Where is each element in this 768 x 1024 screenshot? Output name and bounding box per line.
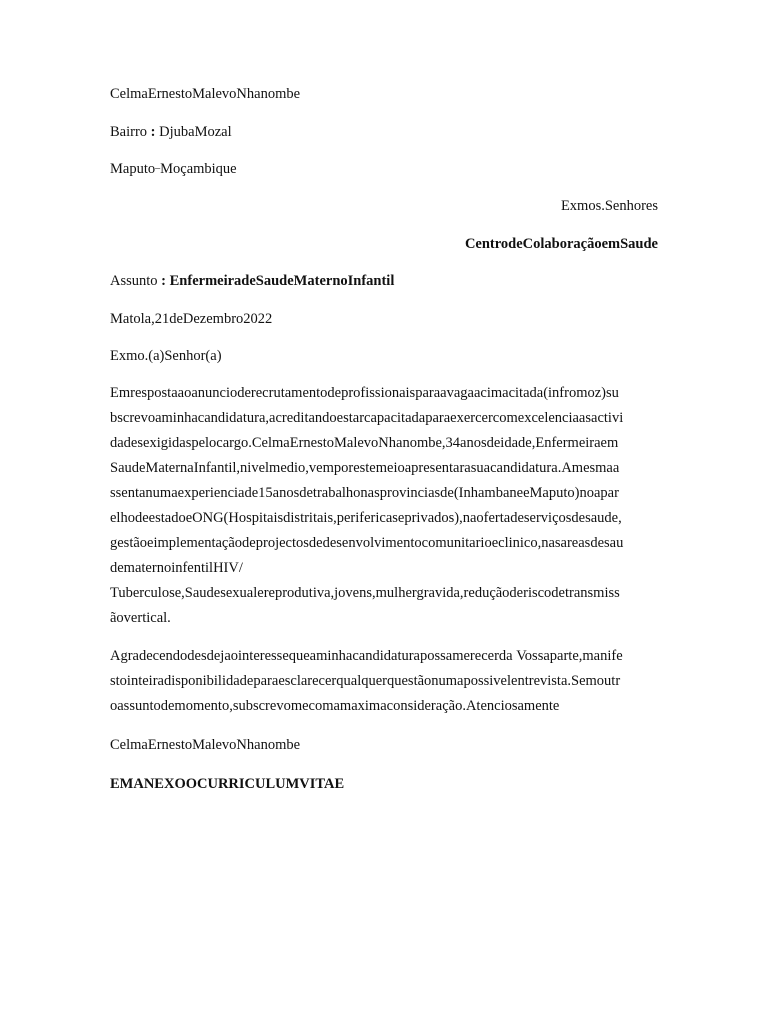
body-line: Emrespostaaoanuncioderecrutamentodeprofissionaisparaavagaacimacitada(infromoz)su — [110, 385, 619, 401]
body-line: elhodeestadoeONG(Hospitaisdistritais,perifericaseprivados),naofertadeserviçosdesaude, — [110, 510, 622, 526]
recipient-salutation: Exmos.Senhores — [560, 198, 658, 214]
bairro-value: DjubaMozal — [159, 124, 232, 140]
body-line: SaudeMaternaInfantil,nivelmedio,vemporestemeioapresentarasuacandidatura.Amesmaa — [110, 460, 620, 476]
body-line: ãovertical. — [110, 610, 171, 626]
body-line: oassuntodemomento,subscrevomecomamaximaconsideração.Atenciosamente — [110, 698, 560, 714]
subject-label: Assunto — [110, 273, 158, 289]
body-line: dematernoinfentilHIV/ — [110, 560, 243, 576]
greeting: Exmo.(a)Senhor(a) — [110, 348, 222, 364]
body-line: stointeiradisponibilidadeparaesclarecerqualquerquestãonumapossivelentrevista.Semoutr — [110, 673, 621, 689]
sender-location — [110, 160, 658, 178]
sender-name: CelmaErnestoMalevoNhanombe — [110, 86, 301, 102]
location-separator: – — [155, 163, 161, 174]
sender-country: Moçambique — [160, 161, 237, 177]
body-paragraph-1 — [110, 381, 658, 631]
date-line: Matola,21deDezembro2022 — [110, 311, 273, 327]
body-line: dadesexigidaspelocargo.CelmaErnestoMalevoNhanombe,34anosdeidade,Enfermeiraem — [110, 435, 619, 451]
bairro-colon: : — [150, 124, 156, 140]
sender-address-bairro — [110, 123, 658, 141]
recipient-organization: CentrodeColaboraçãoemSaude — [464, 236, 658, 252]
body-line: Agradecendodesdejaointeressequeaminhacandidaturapossamerecerda Vossaparte,manife — [110, 648, 623, 664]
body-paragraph-2 — [110, 644, 658, 719]
body-line: gestãoeimplementaçãodeprojectosdedesenvolvimentocomunitarioeclinico,nasareasdesau — [110, 535, 624, 551]
body-line: ssentanumaexperienciade15anosdetrabalhonasprovinciasde(InhambaneeMaputo)noapar — [110, 485, 619, 501]
subject-line — [110, 272, 658, 290]
attachment-note: EMANEXOOCURRICULUMVITAE — [110, 776, 345, 792]
subject-colon: : — [161, 273, 167, 289]
sender-city: Maputo — [110, 161, 156, 177]
body-line: Tuberculose,Saudesexualereprodutiva,jovens,mulhergravida,reduçãoderiscodetransmiss — [110, 585, 620, 601]
signature: CelmaErnestoMalevoNhanombe — [110, 737, 301, 753]
subject-value: EnfermeiradeSaudeMaternoInfantil — [169, 273, 395, 289]
body-line: bscrevoaminhacandidatura,acreditandoestarcapacitadaparaexercercomexcelenciaasactivi — [110, 410, 624, 426]
bairro-label: Bairro — [110, 124, 148, 140]
